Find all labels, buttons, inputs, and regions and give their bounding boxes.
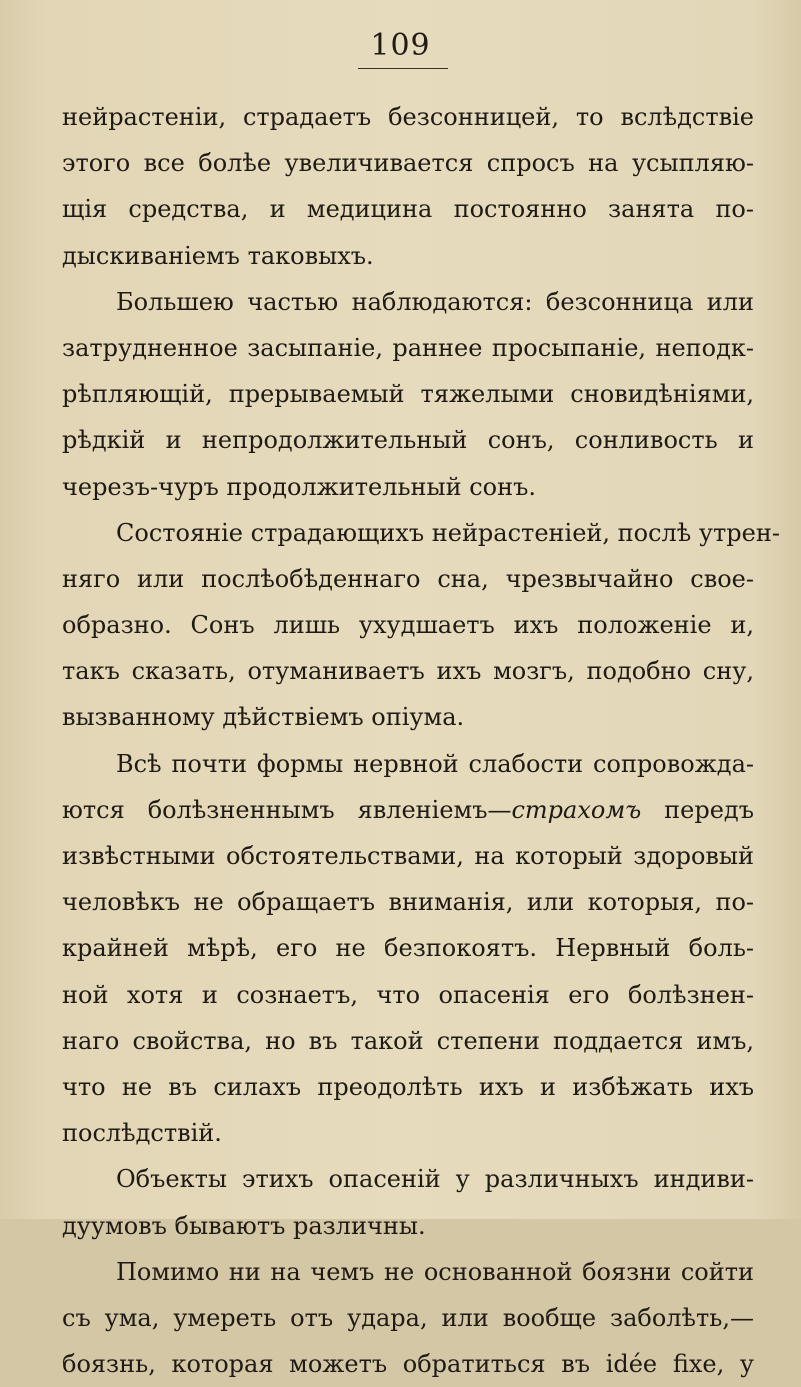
text-line: нейрастеніи, страдаетъ безсонницей, то вслѣдствіе <box>62 103 754 131</box>
text-line: человѣкъ не обращаетъ вниманія, или которыя, по- <box>62 888 754 917</box>
text-line: что не въ силахъ преодолѣть ихъ и избѣжать ихъ <box>62 1072 754 1101</box>
text-line: дуумовъ бываютъ различны. <box>62 1211 426 1240</box>
body-text <box>62 94 780 1387</box>
page-number: 109 <box>370 28 431 63</box>
text-line: съ ума, умереть отъ удара, или вообще заболѣть,— <box>62 1303 754 1332</box>
text-line: послѣдствій. <box>62 1119 222 1148</box>
emphasis: страхомъ <box>511 795 642 824</box>
text-line: щія средства, и медицина постоянно занята по- <box>62 195 754 224</box>
text-line: рѣдкій и непродолжительный сонъ, сонливость и <box>62 426 754 455</box>
text-line: черезъ-чуръ продолжительный сонъ. <box>62 472 537 501</box>
text-line: Большею частью наблюдаются: безсонница или <box>116 287 754 316</box>
text-line: дыскиваніемъ таковыхъ. <box>62 241 374 270</box>
text-line: Всѣ почти формы нервной слабости сопровожда- <box>116 749 754 778</box>
text-line: Объекты этихъ опасеній у различныхъ индиви- <box>116 1165 754 1194</box>
text-line: няго или послѣобѣденнаго сна, чрезвычайно свое- <box>62 564 754 593</box>
text-line: этого все болѣе увеличивается спросъ на усыпляю- <box>62 149 754 178</box>
text-line: ются болѣзненнымъ явленіемъ—страхомъ передъ <box>62 795 754 824</box>
text-line: Состояніе страдающихъ нейрастеніей, послѣ утрен- <box>116 518 780 547</box>
text-line: наго свойства, но въ такой степени поддается имъ, <box>62 1026 754 1055</box>
text-line: образно. Сонъ лишь ухудшаетъ ихъ положеніе и, <box>62 611 754 640</box>
page-number-rule <box>358 68 448 69</box>
text-line: Помимо ни на чемъ не основанной боязни сойти <box>116 1257 754 1286</box>
text-line: такъ сказать, отуманиваетъ ихъ мозгъ, подобно сну, <box>62 657 754 686</box>
text-line: затрудненное засыпаніе, раннее просыпаніе, неподк- <box>62 333 754 362</box>
text-line: извѣстными обстоятельствами, на который здоровый <box>62 842 754 870</box>
text-line: боязнь, которая можетъ обратиться въ idée fixe, у <box>62 1350 754 1379</box>
text-line: ной хотя и сознаетъ, что опасенія его болѣзнен- <box>62 980 754 1009</box>
text-line: крайней мѣрѣ, его не безпокоятъ. Нервный боль- <box>62 934 754 963</box>
text-line: рѣпляющій, прерываемый тяжелыми сновидѣніями, <box>62 380 754 409</box>
text-line: вызванному дѣйствіемъ опіума. <box>62 703 465 732</box>
